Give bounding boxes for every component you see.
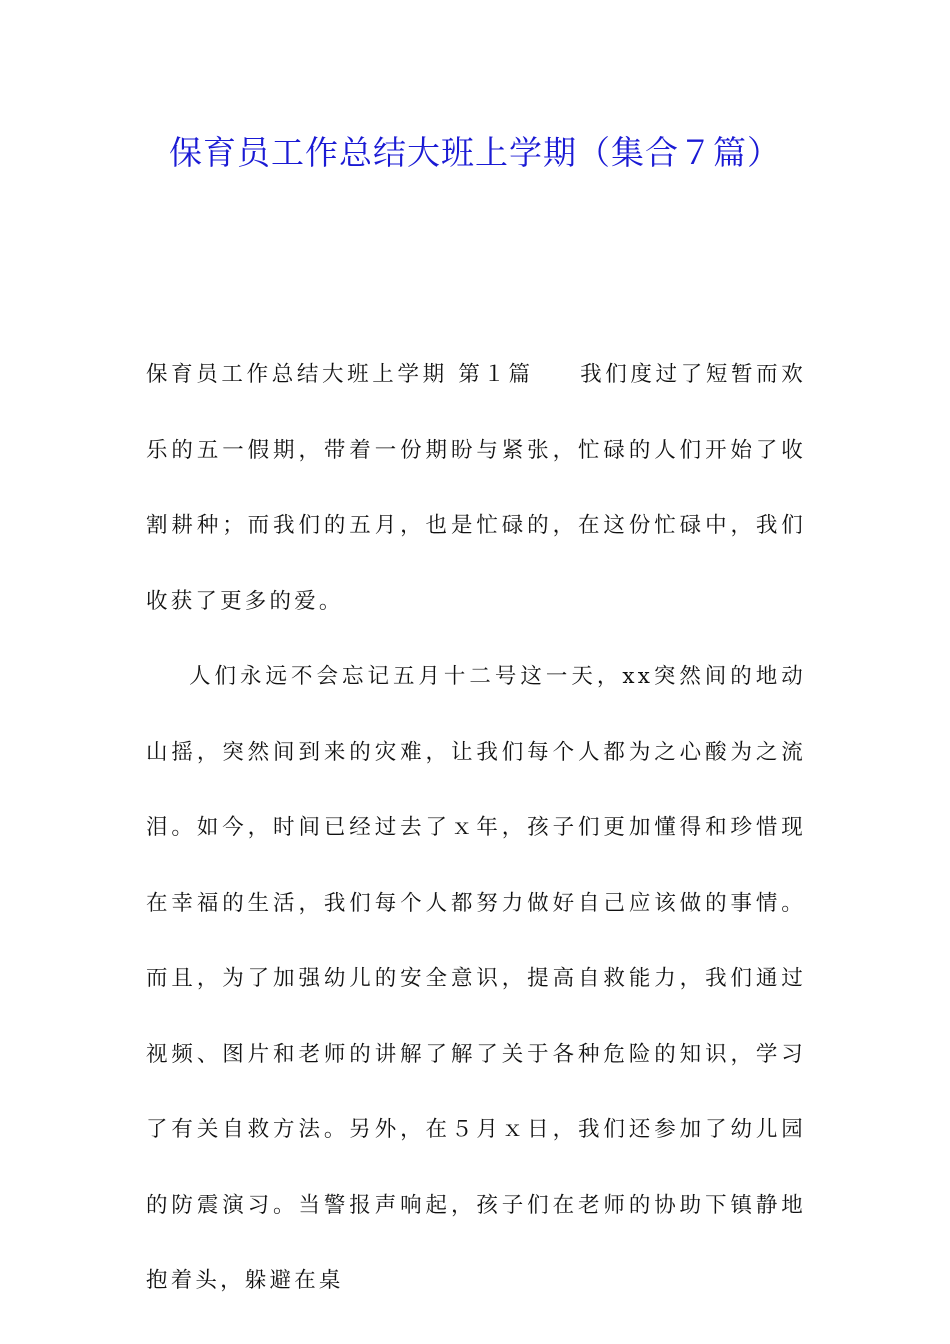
section-heading: 保育员工作总结大班上学期 第１篇 [146, 362, 534, 387]
paragraph-1-text: 我们度过了短暂而欢乐的五一假期，带着一份期盼与紧张，忙碌的人们开始了收割耕种；而我们的五月，也是忙碌的，在这份忙碌中，我们收获了更多的爱。 [146, 362, 806, 614]
first-paragraph [146, 337, 806, 639]
document-body [146, 337, 806, 1319]
document-title: 保育员工作总结大班上学期（集合７篇） [169, 133, 781, 172]
second-paragraph: 人们永远不会忘记五月十二号这一天，xx突然间的地动山摇，突然间到来的灾难，让我们每个人都为之心酸为之流泪。如今，时间已经过去了ｘ年，孩子们更加懂得和珍惜现在幸福的生活，我们每个人都努力做好自己应该做的事情。而且，为了加强幼儿的安全意识，提高自救能力，我们通过视频、图片和老师的讲解了解了关于各种危险的知识，学习了有关自救方法。另外，在５月ｘ日，我们还参加了幼儿园的防震演习。当警报声响起，孩子们在老师的协助下镇静地抱着头，躲避在桌 [146, 664, 806, 1293]
